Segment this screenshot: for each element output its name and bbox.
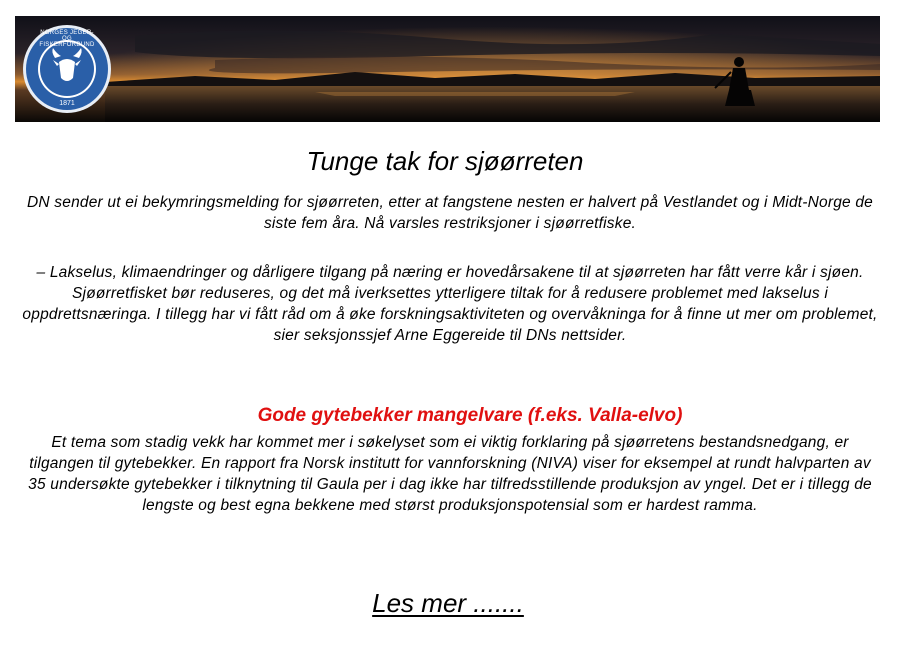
header-banner bbox=[15, 16, 880, 122]
article-body: Et tema som stadig vekk har kommet mer i søkelyset som ei viktig forklaring på sjøørretens bestandsnedgang, er tilgangen til gytebekker. En rapport fra Norsk institutt for vannforskning (NIVA) viser for eksempel at rundt halvparten av 35 undersøkte gytebekker i tilknytning til Gaula per i dag ikke har tilfredsstillende produksjon av yngel. Det er i tillegg de lengste og best egna bekkene med størst produksjonspotensial som er hardest ramma. bbox=[28, 434, 872, 514]
logo-ring-text: NORGES JEGER- OG FISKERFORBUND bbox=[39, 30, 95, 48]
article-subheading: Gode gytebekker mangelvare (f.eks. Valla-elvo) bbox=[257, 405, 683, 426]
logo-year: 1871 bbox=[59, 100, 75, 107]
read-more-link[interactable]: Les mer ....... bbox=[372, 588, 524, 618]
article-quote: – Lakselus, klimaendringer og dårligere tilgang på næring er hovedårsakene til at sjøørreten har fått verre kår i sjøen. Sjøørretfisket bør reduseres, og det må iverksettes ytterligere tiltak for å redusere problemet med lakselus i oppdrettsnæringa. I tillegg har vi fått råd om å øke forskningsaktiviteten og overvåkninga for å finne ut mer om problemet, sier seksjonssjef Arne Eggereide til DNs nettsider. bbox=[22, 264, 878, 344]
article-title: Tunge tak for sjøørreten bbox=[306, 146, 584, 176]
sunset-lake-photo bbox=[15, 16, 880, 122]
article-lead: DN sender ut ei bekymringsmelding for sjøørreten, etter at fangstene nesten er halvert på Vestlandet og i Midt-Norge de siste fem åra. Nå varsles restriksjoner i sjøørretfiske. bbox=[27, 194, 873, 232]
